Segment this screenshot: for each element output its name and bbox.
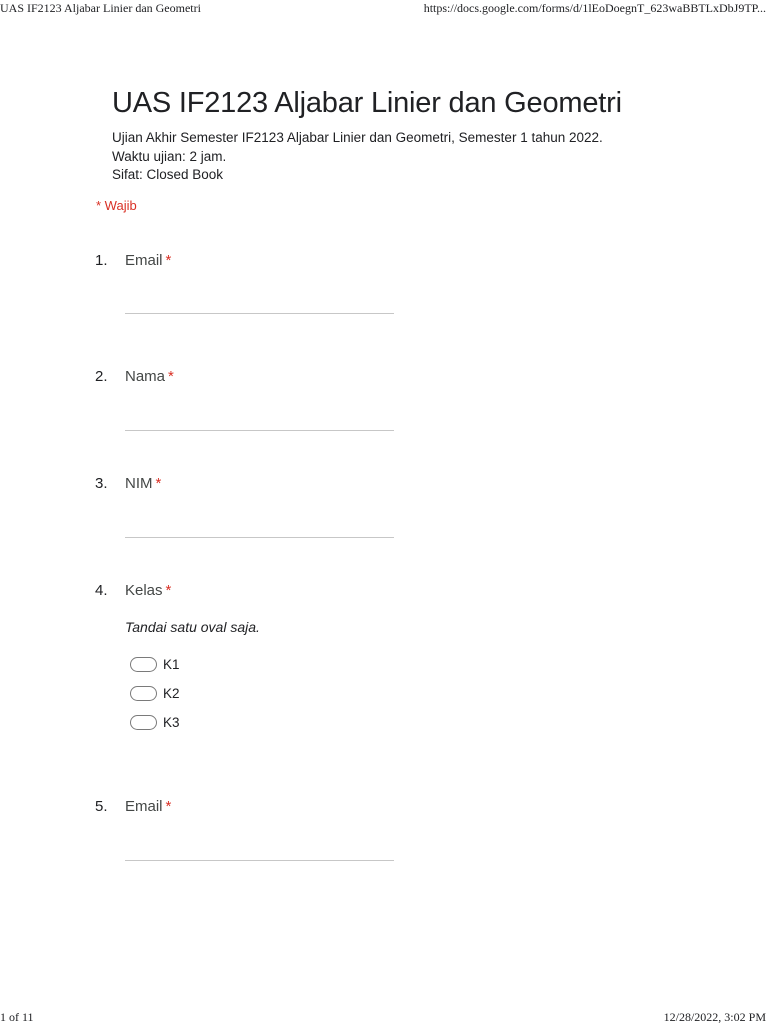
question-label-text: Kelas <box>125 582 163 599</box>
required-asterisk: * <box>168 368 174 385</box>
question-label <box>125 252 171 269</box>
question-number: 5. <box>95 798 108 815</box>
question-number: 1. <box>95 252 108 269</box>
question-label <box>125 582 171 599</box>
form-description-line: Ujian Akhir Semester IF2123 Aljabar Linier dan Geometri, Semester 1 tahun 2022. <box>112 130 603 145</box>
question-number: 4. <box>95 582 108 599</box>
question-label-text: Email <box>125 252 163 269</box>
form-title: UAS IF2123 Aljabar Linier dan Geometri <box>112 87 622 119</box>
nama-input[interactable] <box>125 430 394 431</box>
radio-option-label: K3 <box>163 715 180 730</box>
form-description-line: Waktu ujian: 2 jam. <box>112 148 227 164</box>
print-header-title: UAS IF2123 Aljabar Linier dan Geometri <box>0 1 201 15</box>
form-description-line: Sifat: Closed Book <box>112 167 224 182</box>
question-number: 2. <box>95 368 108 385</box>
question-label-text: Email <box>125 798 163 815</box>
question-number: 3. <box>95 475 108 492</box>
question-label <box>125 475 161 492</box>
required-asterisk: * <box>155 475 162 492</box>
print-header-url: https://docs.google.com/forms/d/1lEoDoegnT_623waBBTLxDbJ9TP... <box>423 1 766 15</box>
radio-oval[interactable] <box>130 686 157 701</box>
question-label-text: NIM <box>125 475 153 492</box>
email-input-2[interactable] <box>125 860 394 861</box>
required-asterisk: * <box>165 582 172 599</box>
question-label <box>125 798 171 815</box>
required-asterisk: * <box>165 252 172 269</box>
radio-option-label: K2 <box>163 686 180 701</box>
required-note: * Wajib <box>96 198 137 213</box>
question-label-text: Nama <box>125 368 166 385</box>
print-footer-datetime: 12/28/2022, 3:02 PM <box>663 1010 766 1024</box>
email-input[interactable] <box>125 313 394 314</box>
print-footer-page: 1 of 11 <box>0 1010 34 1024</box>
radio-oval[interactable] <box>130 715 157 730</box>
nim-input[interactable] <box>125 537 394 538</box>
required-asterisk: * <box>165 798 172 815</box>
form-description <box>112 129 603 185</box>
radio-oval[interactable] <box>130 657 157 672</box>
question-label <box>125 368 174 385</box>
radio-option-label: K1 <box>163 657 180 672</box>
question-hint: Tandai satu oval saja. <box>125 619 260 635</box>
